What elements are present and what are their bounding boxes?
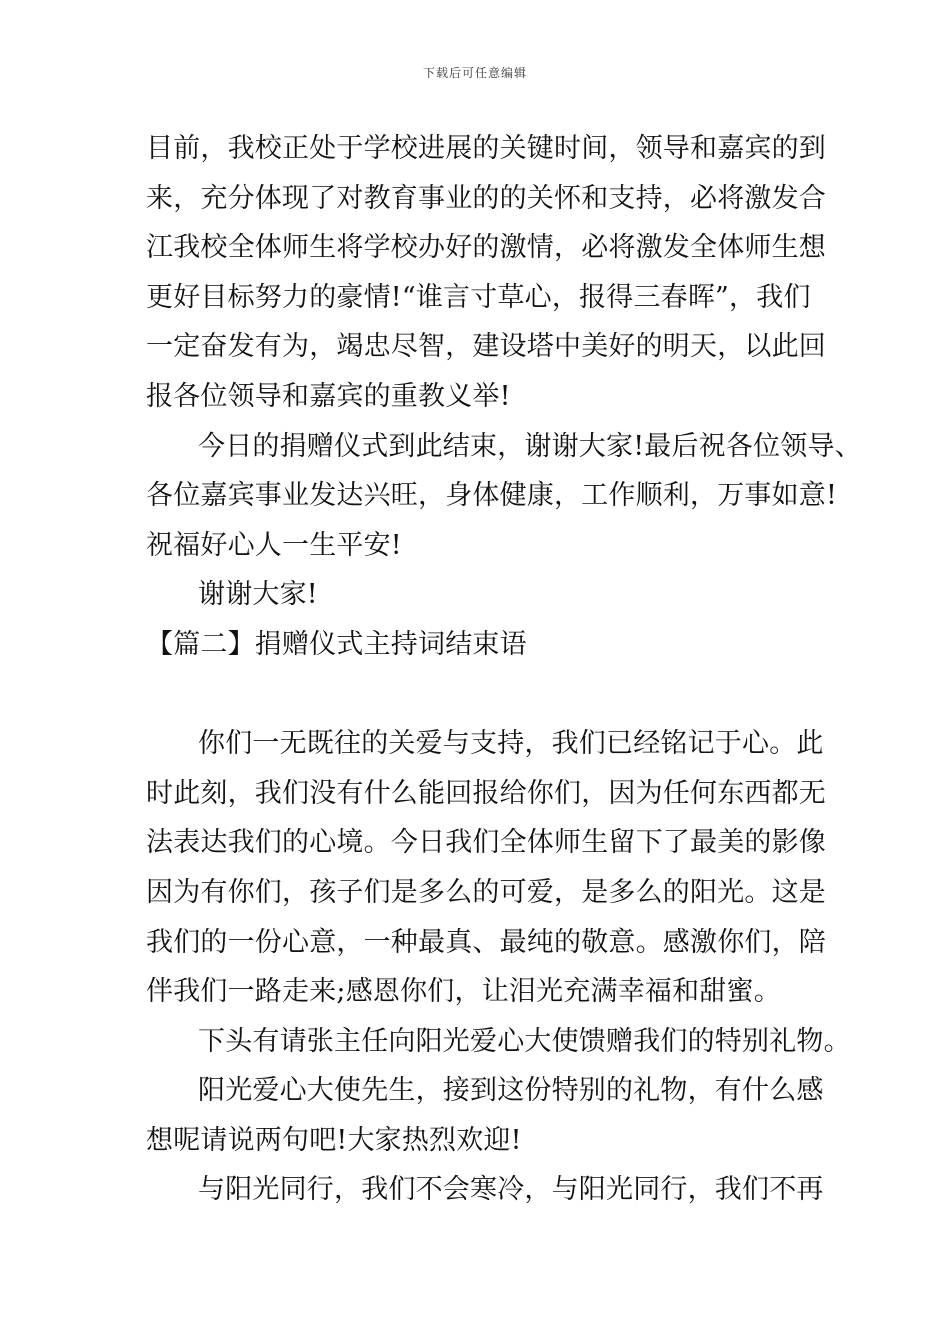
text-line: 下头有请张主任向阳光爱心大使馈赠我们的特别礼物。	[198, 1025, 851, 1057]
text-line: 江我校全体师生将学校办好的激情，必将激发全体师生想	[146, 232, 826, 264]
page-header: 下载后可任意编辑	[422, 66, 527, 80]
text-line: 更好目标努力的豪情!“谁言寸草心，报得三春晖”，我们	[146, 281, 811, 313]
text-line: 今日的捐赠仪式到此结束，谢谢大家!最后祝各位领导、	[198, 430, 862, 462]
text-line: 一定奋发有为，竭忠尽智，建设塔中美好的明天，以此回	[146, 331, 826, 363]
text-line: 来，充分体现了对教育事业的的关怀和支持，必将激发合	[146, 182, 826, 214]
text-line: 阳光爱心大使先生，接到这份特别的礼物，有什么感	[198, 1075, 824, 1107]
text-line: 报各位领导和嘉宾的重教义举!	[146, 380, 511, 412]
text-line: 目前，我校正处于学校进展的关键时间，领导和嘉宾的到	[146, 133, 826, 164]
text-line: 我们的一份心意，一种最真、最纯的敬意。感激你们，陪	[146, 926, 826, 958]
text-line: 与阳光同行，我们不会寒冷，与阳光同行，我们不再	[198, 1174, 824, 1206]
blank-line	[146, 670, 826, 720]
text-line: 法表达我们的心境。今日我们全体师生留下了最美的影像	[146, 827, 826, 859]
text-line: 【篇二】捐赠仪式主持词结束语	[146, 628, 527, 660]
text-line: 时此刻，我们没有什么能回报给你们，因为任何东西都无	[146, 777, 826, 809]
text-line: 你们一无既往的关爱与支持，我们已经铭记于心。此	[198, 728, 824, 760]
document-body	[146, 124, 862, 1215]
text-line: 祝福好心人一生平安!	[146, 529, 402, 561]
text-line: 伴我们一路走来;感恩你们，让泪光充满幸福和甜蜜。	[146, 976, 781, 1008]
text-line: 想呢请说两句吧!大家热烈欢迎!	[146, 1124, 522, 1156]
text-line: 各位嘉宾事业发达兴旺，身体健康，工作顺利，万事如意!	[146, 480, 838, 512]
text-line: 谢谢大家!	[198, 579, 318, 611]
text-line: 因为有你们，孩子们是多么的可爱，是多么的阳光。这是	[146, 876, 826, 908]
